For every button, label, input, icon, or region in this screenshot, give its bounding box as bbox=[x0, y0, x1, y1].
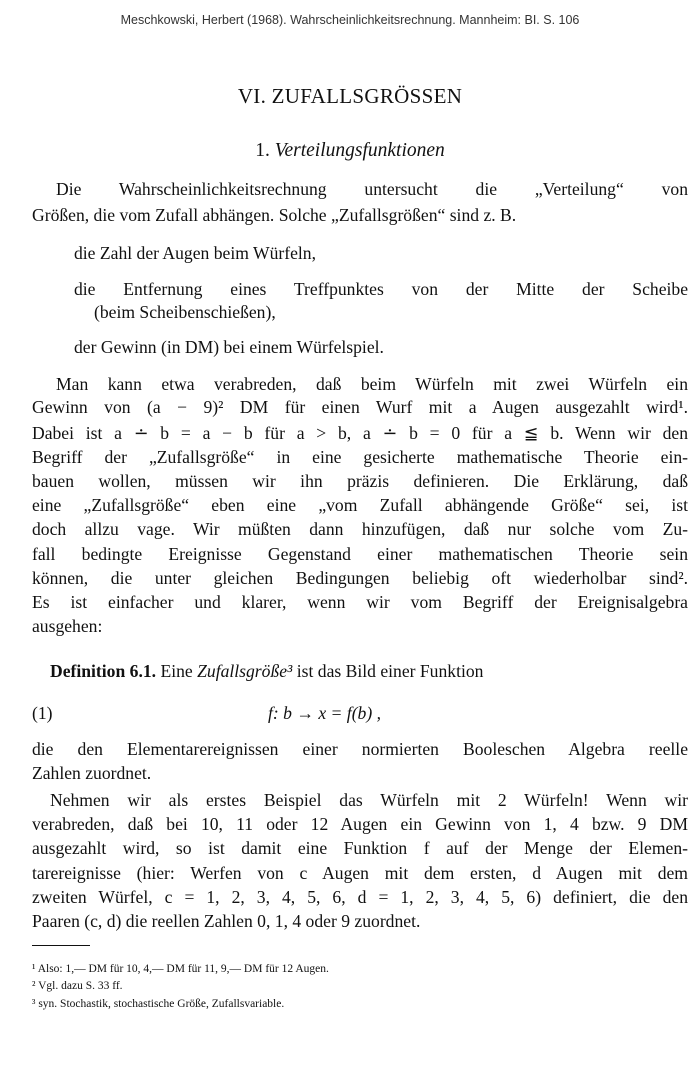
equation-formula: f: b → x = f(b) , bbox=[268, 703, 382, 723]
para2-line-4: Begriff der „Zufallsgröße“ in eine gesicherte mathematische Theorie ein- bbox=[32, 447, 688, 467]
para2-line-5: bauen wollen, müssen wir ihn präzis definieren. Die Erklärung, daß bbox=[32, 471, 688, 491]
para2-line-3: Dabei ist a ∸ b = a − b für a > b, a ∸ b = 0 für a ≦ b. Wenn wir den bbox=[32, 423, 688, 443]
footnote-1: ¹ Also: 1,— DM für 10, 4,— DM für 11, 9,— DM für 12 Augen. bbox=[32, 963, 329, 975]
footnote-2: ² Vgl. dazu S. 33 ff. bbox=[32, 980, 123, 992]
para2-line-7: doch allzu vage. Wir müßten dann hinzufügen, daß nur solche vom Zu- bbox=[32, 519, 688, 539]
para2-line-11: ausgehen: bbox=[32, 616, 103, 636]
footnote-rule bbox=[32, 945, 90, 946]
chapter-title: VI. ZUFALLSGRÖSSEN bbox=[237, 84, 463, 108]
para2-line-1: Man kann etwa verabreden, daß beim Würfeln mit zwei Würfeln ein bbox=[56, 374, 688, 394]
definition-text-before: Eine bbox=[160, 661, 193, 681]
after-eq-line-2: Zahlen zuordnet. bbox=[32, 763, 152, 783]
para2-line-6: eine „Zufallsgröße“ eben eine „vom Zufall abhängende Größe“ sei, ist bbox=[32, 495, 688, 515]
section-number: 1. bbox=[255, 140, 270, 161]
definition bbox=[50, 660, 483, 682]
section-title: Verteilungsfunktionen bbox=[274, 140, 445, 161]
para2-line-8: fall bedingte Ereignisse Gegenstand einer mathematischen Theorie sein bbox=[32, 544, 688, 564]
para3-line-4: tarereignisse (hier: Werfen von c Augen mit dem ersten, d Augen mit dem bbox=[32, 863, 688, 883]
after-eq-line-1: die den Elementarereignissen einer normierten Booleschen Algebra reelle bbox=[32, 739, 688, 759]
para2-line-2: Gewinn von (a − 9)² DM für einen Wurf mit a Augen ausgezahlt wird¹. bbox=[32, 397, 688, 417]
para2-line-9: können, die unter gleichen Bedingungen beliebig oft wiederholbar sind². bbox=[32, 568, 688, 588]
para2-line-10: Es ist einfacher und klarer, wenn wir vom Begriff der Ereignisalgebra bbox=[32, 592, 688, 612]
example-item-2: die Entfernung eines Treffpunktes von der Mitte der Scheibe bbox=[74, 279, 688, 299]
equation-number: (1) bbox=[32, 703, 53, 723]
para3-line-2: verabreden, daß bei 10, 11 oder 12 Augen ein Gewinn von 1, 4 bzw. 9 DM bbox=[32, 814, 688, 834]
intro-line-1: Die Wahrscheinlichkeitsrechnung untersucht die „Verteilung“ von bbox=[56, 179, 688, 199]
footnote-3: ³ syn. Stochastik, stochastische Größe, Zufallsvariable. bbox=[32, 998, 285, 1010]
para3-line-1: Nehmen wir als erstes Beispiel das Würfeln mit 2 Würfeln! Wenn wir bbox=[50, 790, 688, 810]
example-item-2-cont: (beim Scheibenschießen), bbox=[94, 302, 276, 322]
definition-label: Definition 6.1. bbox=[50, 661, 157, 681]
section-heading bbox=[0, 140, 700, 162]
running-header: Meschkowski, Herbert (1968). Wahrscheinlichkeitsrechnung. Mannheim: BI. S. 106 bbox=[120, 13, 580, 27]
intro-line-2: Größen, die vom Zufall abhängen. Solche „Zufallsgrößen“ sind z. B. bbox=[32, 205, 517, 225]
example-item-3: der Gewinn (in DM) bei einem Würfelspiel. bbox=[74, 337, 384, 357]
definition-text-after: ist das Bild einer Funktion bbox=[296, 661, 484, 681]
definition-term: Zufallsgröße³ bbox=[197, 661, 293, 681]
para3-line-5: zweiten Würfel, c = 1, 2, 3, 4, 5, 6, d = 1, 2, 3, 4, 5, 6) definiert, die den bbox=[32, 887, 688, 907]
para3-line-3: ausgezahlt wird, so ist damit eine Funktion f auf der Menge der Elemen- bbox=[32, 838, 688, 858]
example-item-1: die Zahl der Augen beim Würfeln, bbox=[74, 243, 316, 263]
para3-line-6: Paaren (c, d) die reellen Zahlen 0, 1, 4 oder 9 zuordnet. bbox=[32, 911, 421, 931]
